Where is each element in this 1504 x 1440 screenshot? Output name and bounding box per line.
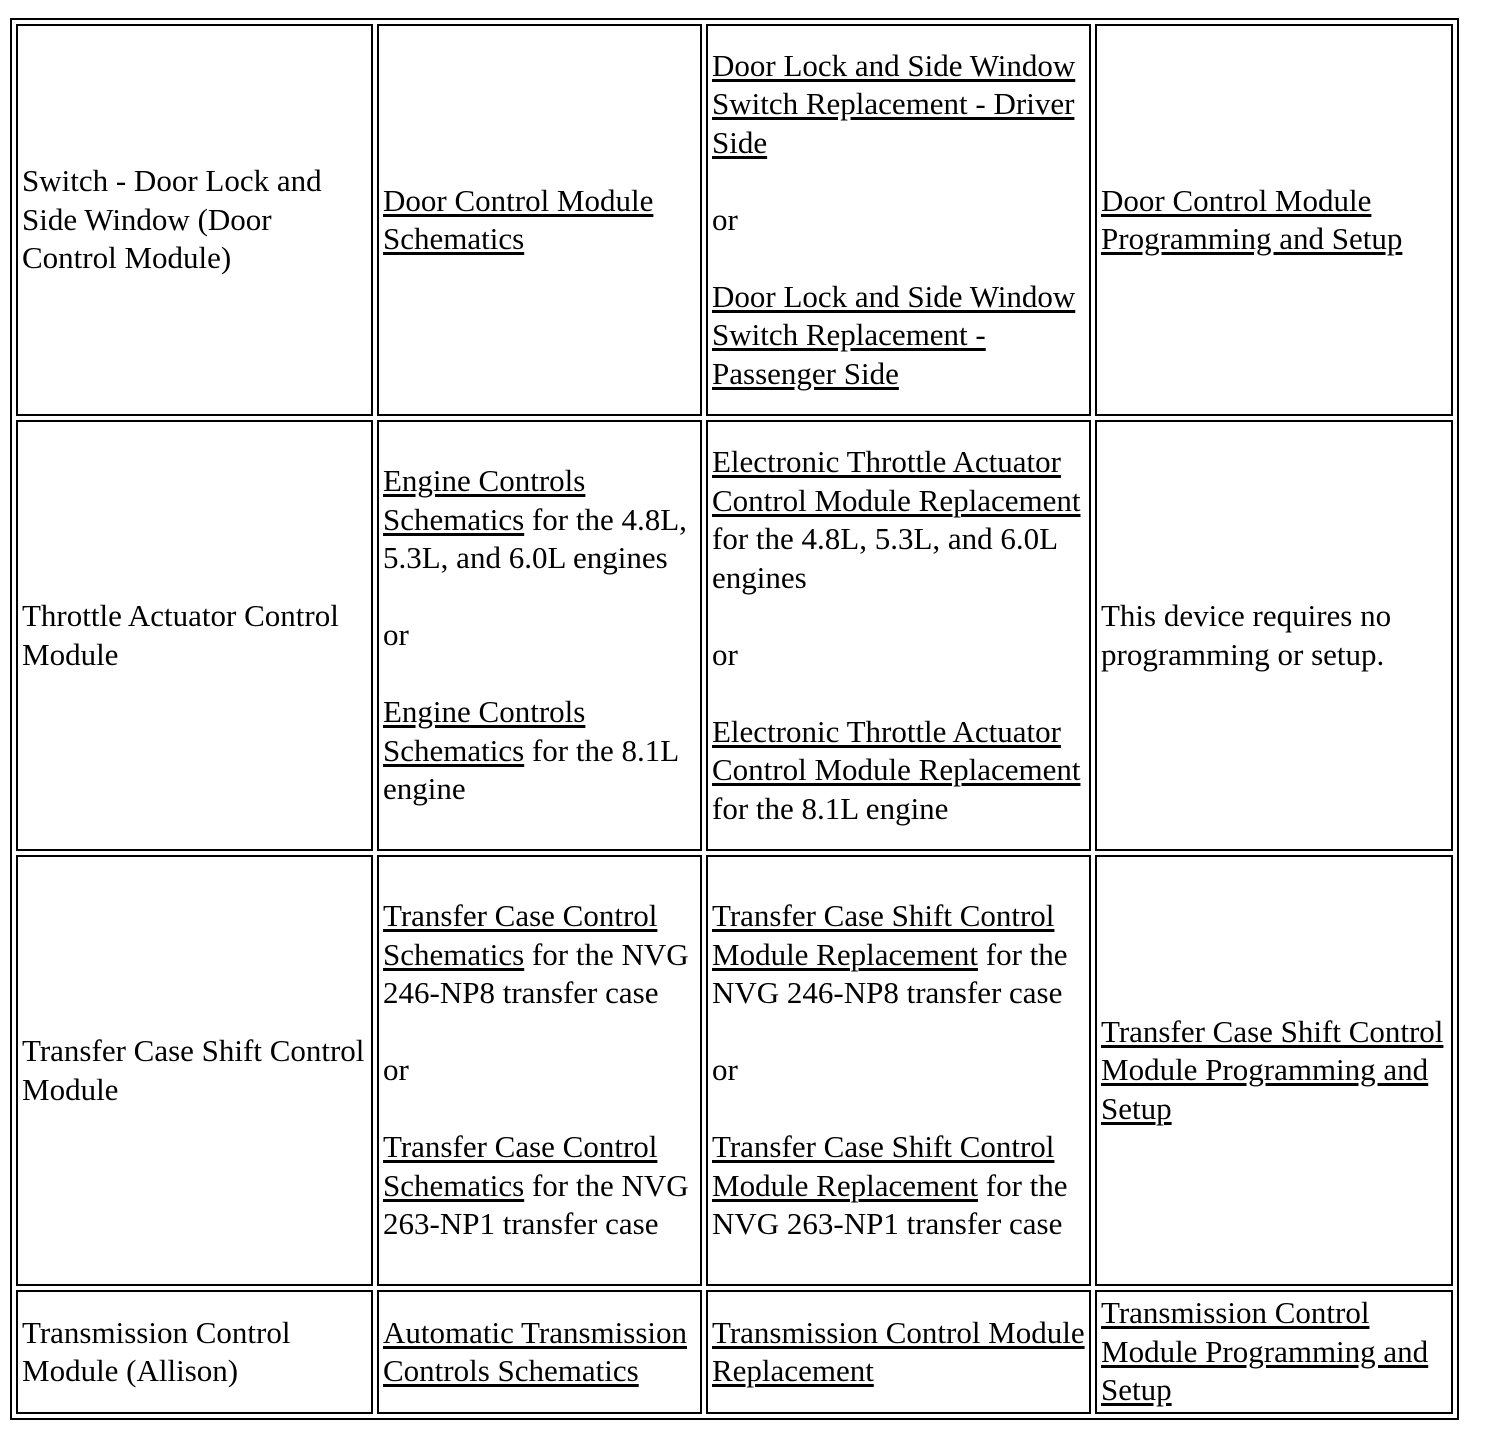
table-row [16,24,1453,416]
schematics-cell [377,420,702,851]
schematics-cell [377,855,702,1286]
schematics-link[interactable]: Automatic Transmission Controls Schematics [383,1314,688,1388]
replacement-cell [706,24,1091,416]
programming-cell [1095,420,1453,851]
programming-entry [1101,182,1447,259]
schematics-text: for the NVG 263-NP1 transfer case [383,1167,689,1242]
component-name-cell: Transfer Case Shift Control Module [16,855,373,1286]
schematics-cell [377,24,702,416]
replacement-link[interactable]: Transfer Case Shift Control Module Replacement [712,1129,1055,1203]
programming-link[interactable]: Transfer Case Shift Control Module Programming and Setup [1101,1013,1444,1126]
schematics-entry [383,693,696,809]
replacement-entry [712,1314,1085,1391]
schematics-text: for the 4.8L, 5.3L, and 6.0L engines [383,501,687,576]
programming-cell [1095,24,1453,416]
component-name-cell: Switch - Door Lock and Side Window (Door Control Module) [16,24,373,416]
replacement-text: for the 8.1L engine [712,790,949,826]
replacement-link[interactable]: Door Lock and Side Window Switch Replacement - Passenger Side [712,278,1076,391]
schematics-link[interactable]: Transfer Case Control Schematics [383,898,658,972]
programming-entry [1101,1013,1447,1129]
or-separator: or [712,1052,738,1088]
service-table [10,18,1459,1420]
or-separator: or [383,1052,409,1088]
replacement-entry [712,713,1085,829]
or-separator: or [712,636,738,672]
replacement-entry [712,278,1085,394]
replacement-text: for the NVG 263-NP1 transfer case [712,1167,1068,1242]
schematics-link[interactable]: Engine Controls Schematics [383,694,586,768]
replacement-link[interactable]: Transfer Case Shift Control Module Replacement [712,898,1055,972]
table-row [16,855,1453,1286]
programming-cell [1095,855,1453,1286]
programming-link[interactable]: Door Control Module Programming and Setup [1101,182,1403,256]
replacement-cell [706,420,1091,851]
replacement-link[interactable]: Electronic Throttle Actuator Control Module Replacement [712,444,1081,518]
replacement-cell [706,855,1091,1286]
replacement-entry [712,1128,1085,1244]
schematics-entry [383,182,696,259]
schematics-text: for the NVG 246-NP8 transfer case [383,936,689,1011]
component-name-cell: Throttle Actuator Control Module [16,420,373,851]
programming-cell [1095,1290,1453,1414]
programming-text: This device requires no programming or setup. [1101,598,1392,672]
programming-entry [1101,1294,1447,1410]
schematics-link[interactable]: Transfer Case Control Schematics [383,1129,658,1203]
replacement-entry [712,47,1085,163]
schematics-entry [383,1314,696,1391]
replacement-link[interactable]: Door Lock and Side Window Switch Replacement - Driver Side [712,47,1076,160]
service-table-body [16,24,1453,1414]
programming-entry [1101,597,1447,674]
replacement-entry [712,443,1085,597]
replacement-text: for the 4.8L, 5.3L, and 6.0L engines [712,521,1057,595]
replacement-text: for the NVG 246-NP8 transfer case [712,936,1068,1011]
schematics-link[interactable]: Engine Controls Schematics [383,463,586,537]
schematics-cell [377,1290,702,1414]
table-row [16,420,1453,851]
or-separator: or [712,201,738,237]
replacement-link[interactable]: Transmission Control Module Replacement [712,1314,1085,1388]
schematics-entry [383,897,696,1013]
programming-link[interactable]: Transmission Control Module Programming and Setup [1101,1295,1429,1408]
table-row [16,1290,1453,1414]
schematics-link[interactable]: Door Control Module Schematics [383,182,654,256]
replacement-cell [706,1290,1091,1414]
replacement-link[interactable]: Electronic Throttle Actuator Control Module Replacement [712,713,1081,787]
schematics-entry [383,1128,696,1244]
replacement-entry [712,897,1085,1013]
or-separator: or [383,617,409,653]
component-name-cell: Transmission Control Module (Allison) [16,1290,373,1414]
schematics-text: for the 8.1L engine [383,732,678,807]
schematics-entry [383,462,696,578]
